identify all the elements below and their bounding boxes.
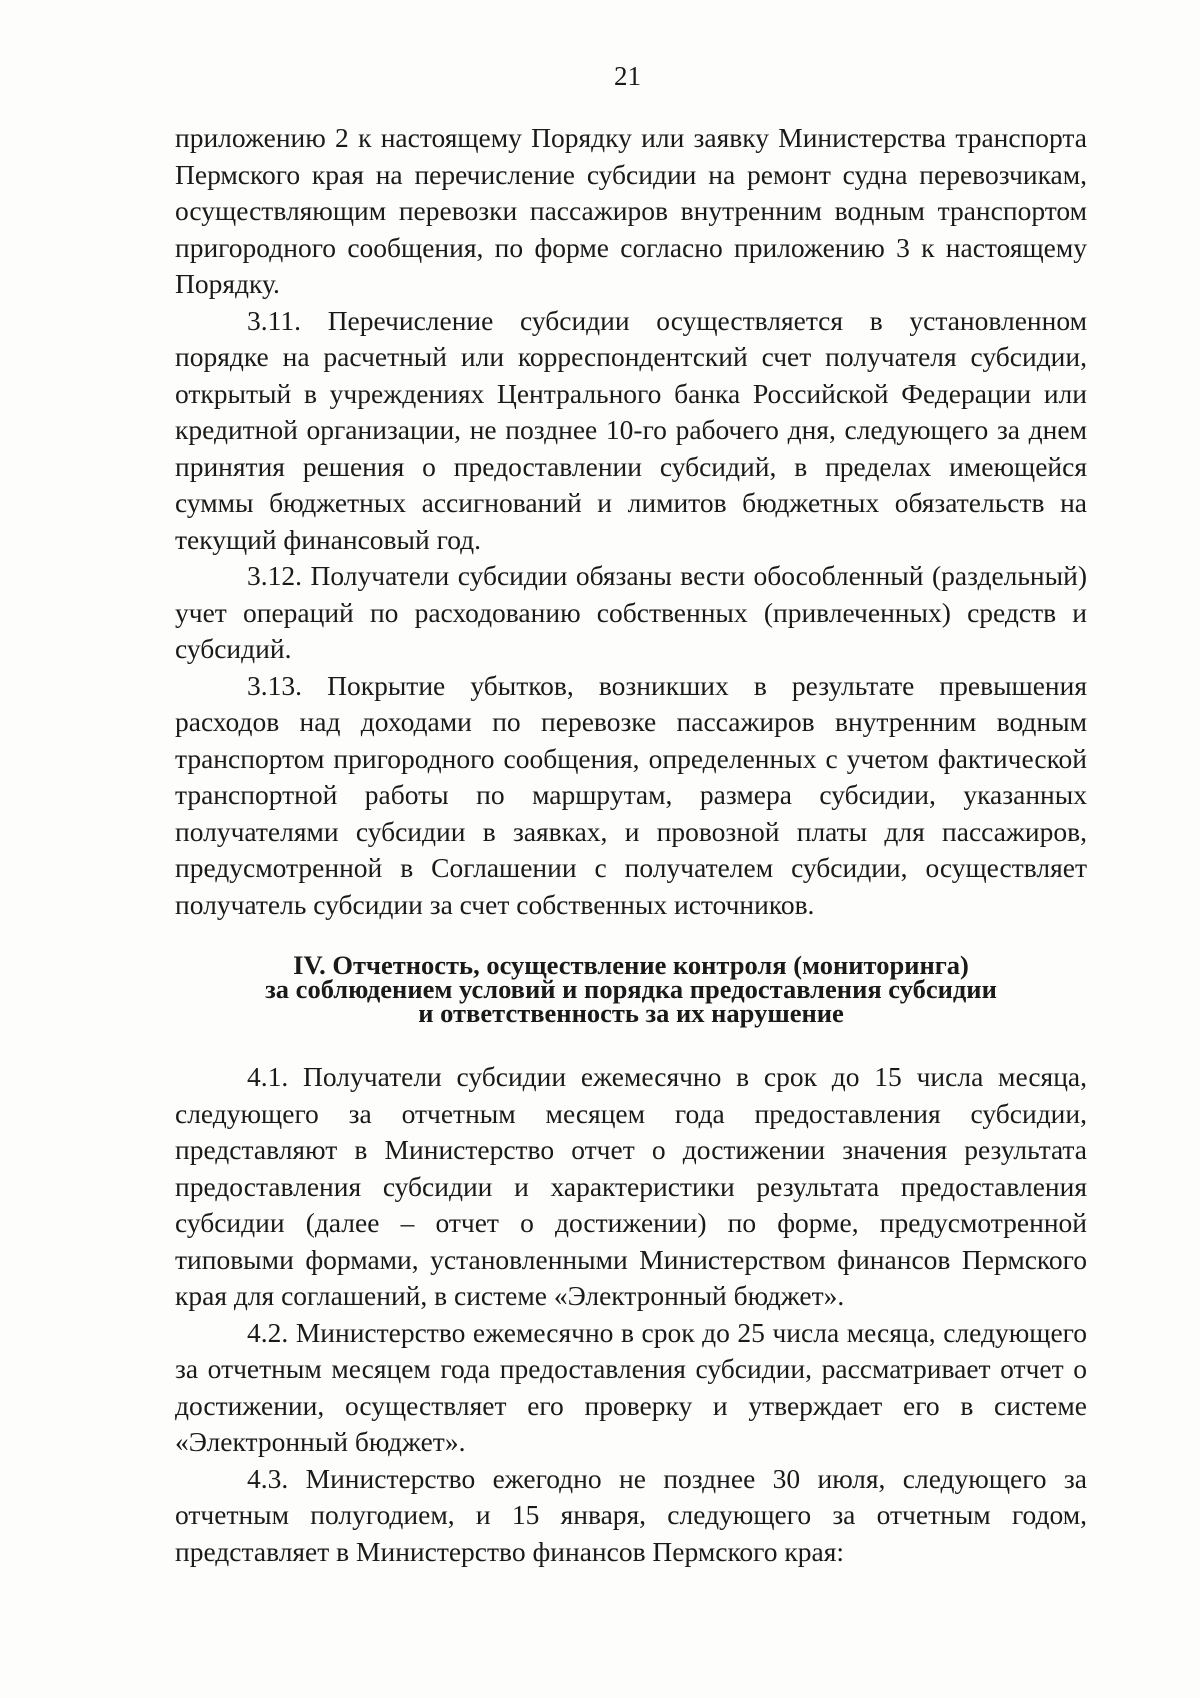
paragraph-text: Перечисление субсидии осуществляется в установленном порядке на расчетный или корреспондентский счет получателя субсидии, открытый в учреждениях Центрального банка Российской Федерации или кредитной организации, не позднее 10-го рабочего дня, следующего за днем принятия решения о предоставлении субсидий, в пределах имеющейся суммы бюджетных ассигнований и лимитов бюджетных обязательств на текущий финансовый год. <box>175 304 1087 555</box>
paragraph-number: 4.3. <box>247 1462 289 1494</box>
document-body <box>175 120 1087 1570</box>
paragraph-text: Покрытие убытков, возникших в результате превышения расходов над доходами по перевозке пассажиров внутренним водным транспортом пригородного сообщения, определенных с учетом фактической транспортной работы по маршрутам, размера субсидии, указанных получателями субсидии в заявках, и провозной платы для пассажиров, предусмотренной в Соглашении с получателем субсидии, осуществляет получатель субсидии за счет собственных источников. <box>175 669 1088 920</box>
paragraph-text: Получатели субсидии ежемесячно в срок до 15 числа месяца, следующего за отчетным месяцем года предоставления субсидии, представляют в Министерство отчет о достижении значения результата предоставления субсидии и характеристики результата предоставления субсидии (далее – отчет о достижении) по форме, предусмотренной типовыми формами, установленными Министерством финансов Пермского края для соглашений, в системе «Электронный бюджет». <box>175 1061 1088 1311</box>
paragraph-number: 4.1. <box>247 1061 289 1092</box>
paragraph-text: Получатели субсидии обязаны вести обособленный (раздельный) учет операций по расходованию собственных (привлеченных) средств и субсидий. <box>175 560 1087 664</box>
paragraph-text: Министерство ежегодно не позднее 30 июля, следующего за отчетным полугодием, и 15 января, следующего за отчетным годом, представляет в Министерство финансов Пермского края: <box>175 1462 1087 1567</box>
paragraph-4-1 <box>175 1059 1087 1315</box>
paragraph-4-2 <box>175 1315 1087 1461</box>
page-number: 21 <box>614 61 641 91</box>
paragraph-number: 3.11. <box>247 304 301 336</box>
paragraph-number: 4.2. <box>247 1316 289 1348</box>
section-heading <box>175 950 1087 1028</box>
paragraph-text: приложению 2 к настоящему Порядку или заявку Министерства транспорта Пермского края на перечисление субсидии на ремонт судна перевозчикам, осуществляющим перевозки пассажиров внутренним водным транспортом пригородного сообщения, по форме согласно приложению 3 к настоящему Порядку. <box>175 122 1087 299</box>
paragraph-3-11 <box>175 303 1087 559</box>
paragraph-3-13 <box>175 668 1087 924</box>
section-heading-line-3: и ответственность за их нарушение <box>418 998 844 1028</box>
paragraph-number: 3.12. <box>247 560 302 591</box>
section-heading-line-1: IV. Отчетность, осуществление контроля (мониторинга) <box>293 950 969 980</box>
paragraph-text: Министерство ежемесячно в срок до 25 числа месяца, следующего за отчетным месяцем года предоставления субсидии, рассматривает отчет о достижении, осуществляет его проверку и утверждает его в системе «Электронный бюджет». <box>175 1316 1087 1457</box>
paragraph-4-3 <box>175 1461 1087 1571</box>
paragraph-continuation <box>175 120 1087 303</box>
paragraph-3-12 <box>175 558 1087 668</box>
section-heading-line-2: за соблюдением условий и порядка предоставления субсидии <box>265 974 997 1004</box>
paragraph-number: 3.13. <box>247 669 302 701</box>
